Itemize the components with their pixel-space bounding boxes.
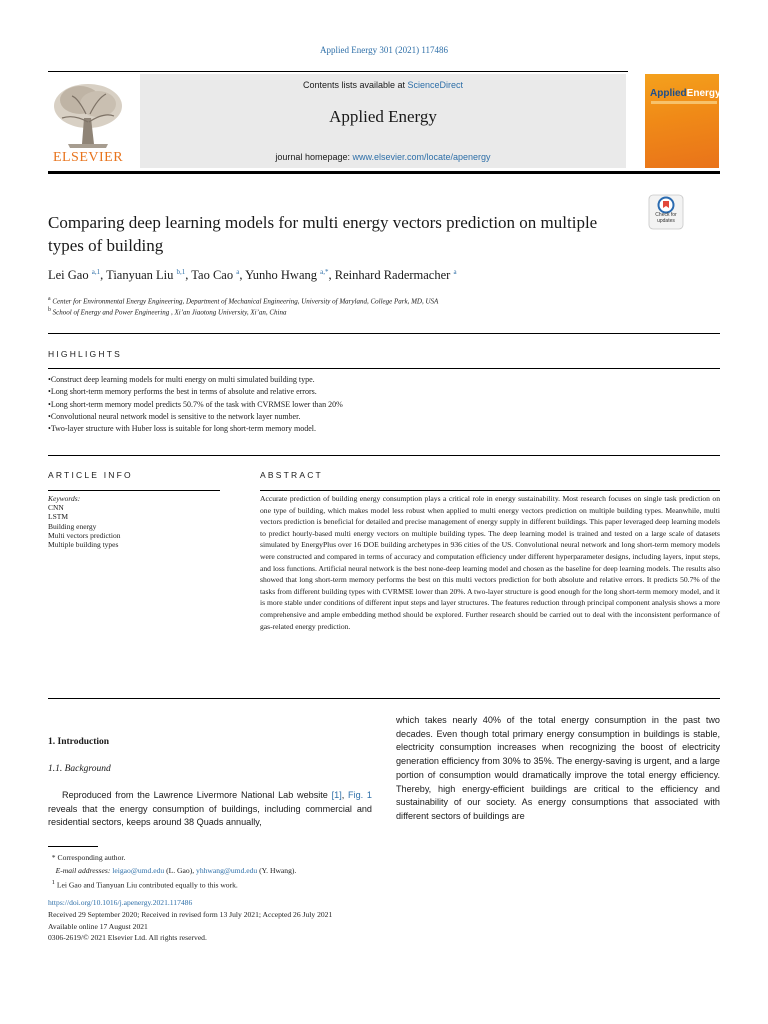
header-thick-rule — [48, 171, 720, 174]
author-name[interactable]: Yunho Hwang — [245, 268, 318, 283]
highlights-list — [48, 374, 720, 435]
keyword: LSTM — [48, 512, 69, 522]
available-online: Available online 17 August 2021 — [48, 921, 148, 931]
affiliation — [48, 307, 728, 316]
homepage-prefix: journal homepage: — [275, 152, 353, 162]
contents-prefix: Contents lists available at — [302, 80, 408, 90]
keyword: Multi vectors prediction — [48, 530, 121, 540]
keyword: CNN — [48, 503, 64, 513]
doi-link[interactable]: https://doi.org/10.1016/j.apenergy.2021.117486 — [48, 898, 193, 907]
equal-contribution-text: Lei Gao and Tianyuan Liu contributed equally to this work. — [56, 880, 238, 890]
author-name[interactable]: Lei Gao — [48, 268, 89, 283]
email-link[interactable]: yhhwang@umd.edu — [196, 865, 258, 875]
highlight-item: • Construct deep learning models for multi energy on multi simulated building type. — [48, 374, 720, 386]
highlight-item: • Two-layer structure with Huber loss is suitable for long short-term memory model. — [48, 423, 720, 435]
email-owner: (Y. Hwang). — [257, 865, 297, 875]
crossmark-label: Check for updates — [655, 212, 677, 224]
footnote-emails — [48, 865, 720, 878]
received-dates: Received 29 September 2020; Received in revised form 13 July 2021; Accepted 26 July 2021 — [48, 909, 333, 919]
email-owner: (L. Gao), — [164, 865, 197, 875]
divider — [48, 698, 720, 699]
contents-line — [140, 80, 626, 90]
journal-homepage — [140, 152, 626, 162]
publication-info — [48, 897, 720, 944]
footnote-equal-contribution: $^1$ Lei Gao and Tianyuan Liu contributed equally to this work. — [51, 879, 238, 890]
homepage-link[interactable]: www.elsevier.com/locate/apenergy — [352, 152, 491, 162]
highlight-item: • Long short-term memory model predicts 50.7% of the task with CVRMSE lower than 20% — [48, 399, 720, 411]
divider — [48, 490, 220, 491]
divider — [260, 490, 720, 491]
keywords-label: Keywords: — [48, 494, 81, 503]
affiliation-marker: b — [48, 307, 51, 313]
abstract-heading: ABSTRACT — [260, 470, 323, 480]
author-affiliation-marker[interactable]: a,* — [320, 268, 329, 276]
divider — [48, 333, 720, 334]
author-affiliation-marker[interactable]: a — [236, 268, 240, 276]
affiliation — [48, 296, 728, 305]
author-name[interactable]: Tianyuan Liu — [106, 268, 174, 283]
sciencedirect-link[interactable]: ScienceDirect — [407, 80, 464, 90]
intro-text: Reproduced from the Lawrence Livermore National Lab website — [62, 790, 332, 800]
intro-paragraph-right: which takes nearly 40% of the total energy consumption in the past two decades. Even though total primary energy consumption in buildings is stable, electricity consumption increases when recognizing the boost of electricity generation efficiency from 30% to 35%. The energy-saving is urgent, and a large portion of consumption would dramatically improve the total energy efficiency. Thereby, high energy-efficient buildings are critical to the efficiency and sustainability of our society. As energy consumptions that associated with different sectors of buildings are — [396, 715, 720, 821]
cover-title — [650, 88, 720, 99]
email-label: E-mail addresses: — [55, 865, 113, 875]
keyword: Multiple building types — [48, 540, 119, 550]
footnote-corresponding: * Corresponding author. — [48, 853, 126, 862]
copyright: 0306-2619/© 2021 Elsevier Ltd. All rights reserved. — [48, 933, 207, 943]
cover-decoration — [651, 101, 717, 104]
footnotes — [48, 852, 720, 892]
author-name[interactable]: Reinhard Radermacher — [334, 268, 451, 283]
author-affiliation-marker[interactable]: a — [453, 268, 457, 276]
author-name[interactable]: Tao Cao — [191, 268, 234, 283]
highlight-item: • Long short-term memory performs the best in terms of absolute and relative errors. — [48, 386, 720, 398]
highlights-heading: HIGHLIGHTS — [48, 349, 122, 359]
highlight-item: • Convolutional neural network model is sensitive to the network layer number. — [48, 411, 720, 423]
publisher-name: ELSEVIER — [52, 150, 124, 165]
author-affiliation-marker[interactable]: a,1 — [91, 268, 101, 276]
author-affiliation-marker[interactable]: b,1 — [176, 268, 186, 276]
divider — [48, 455, 720, 456]
subsection-heading-background: 1.1. Background — [48, 764, 111, 774]
section-heading-introduction: 1. Introduction — [48, 737, 110, 747]
divider — [48, 368, 720, 369]
affiliation-marker: a — [48, 296, 51, 302]
affiliation-text: Center for Environmental Energy Engineering, Department of Mechanical Engineering, University of Maryland, College Park, MD, USA — [52, 297, 439, 306]
author-list: Lei Gao $^{a,1}$, Tianyuan Liu $^{b,1}$, Tao Cao $^a$, Yunho Hwang $^{a,*}$, Reinhard Radermacher $^a$ — [48, 268, 457, 283]
intro-text: reveals that the energy consumption of buildings, including commercial and residential sectors, keeps around 38 Quads annually, — [48, 803, 372, 828]
journal-name: Applied Energy — [329, 107, 437, 126]
reference-link[interactable]: [1] — [331, 790, 342, 800]
intro-paragraph-left — [48, 789, 372, 830]
abstract-text: Accurate prediction of building energy consumption plays a critical role in energy sustainability. Most research focuses on single task prediction on one type of building, which makes model less robust when applied to multi energy vectors prediction on multiple building types. Meanwhile, multi vectors prediction is beneficial for detailed and precise management of energy supply in different buildings. This paper leveraged deep learning models to predict hourly-based multi energy vectors on multiple building types. The deep learning model is trained and tested on a large scale of datasets simulated by EnergyPlus over 16 DOE building archetypes in 936 cities of the US. Convolutional neural network and long short-term memory models were constructed and compared in terms of accuracy and computation efficiency under different hyperparameter designs, including layers, input steps, and loss functions. Artificial neural network is the best none-deep learning model and chosen as the baseline for deep learning models. The results also showed that long short-term memory performs the best on this multi vectors prediction for both absolute and relative errors. It predicts 50.7% of the tasks from different building types with CVRMSE lower than 20%. A two-layer structure is good enough for the long short-term memory model, and it is more stable under conditions of different input steps and layer structures. The features reduction through principal component analysis shows a more comprehensive and ample embedding method should be explored. Further research should be carried out to deal with the inconsistent performance of gas-related energy prediction. — [260, 494, 720, 631]
keywords-block — [48, 494, 228, 549]
article-info-heading: ARTICLE INFO — [48, 470, 133, 480]
paper-title: Comparing deep learning models for multi energy vectors prediction on multiple types of building — [48, 213, 598, 255]
affiliation-text: School of Energy and Power Engineering , Xi’an Jiaotong University, Xi’an, China — [52, 308, 287, 317]
cover-title-a: Applied — [650, 88, 687, 99]
corresponding-text: Corresponding author. — [57, 853, 126, 862]
intro-text: , — [341, 790, 349, 800]
keyword: Building energy — [48, 521, 97, 531]
figure-link[interactable]: Fig. 1 — [348, 790, 372, 800]
journal-reference[interactable] — [0, 45, 768, 55]
footnote-rule — [48, 846, 98, 847]
journal-reference-link[interactable]: Applied Energy 301 (2021) 117486 — [320, 45, 448, 55]
header-rule — [48, 71, 628, 72]
cover-title-b: Energy — [686, 88, 721, 99]
email-link[interactable]: leigao@umd.edu — [112, 865, 165, 875]
